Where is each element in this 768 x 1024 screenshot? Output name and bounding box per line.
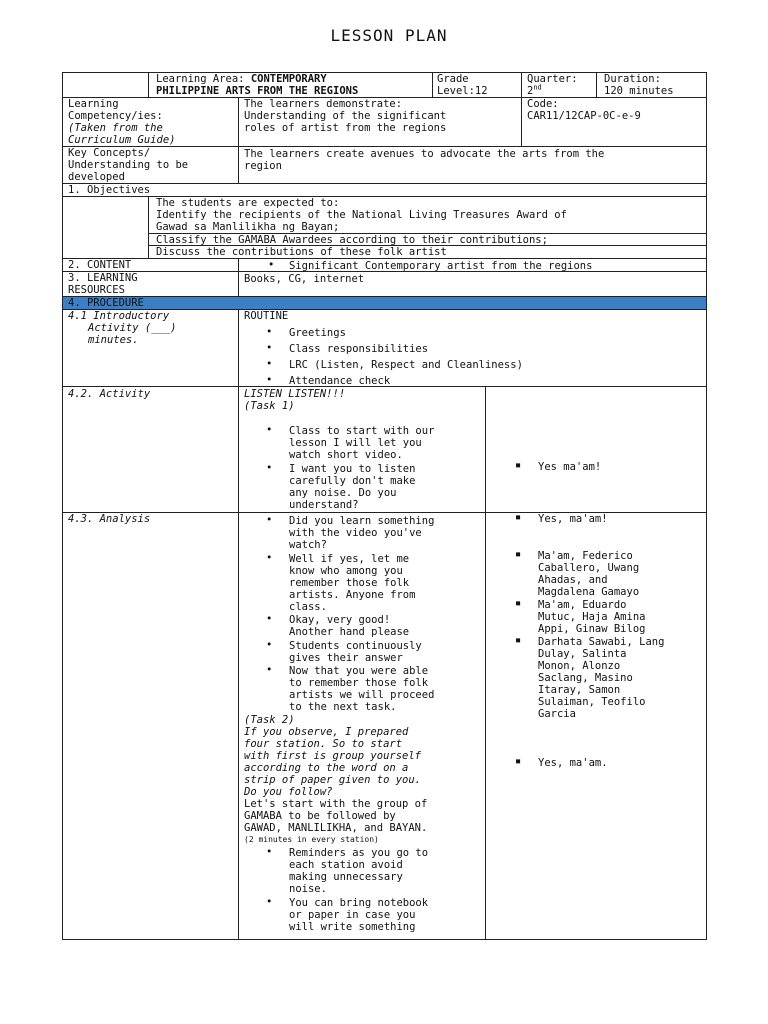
activity-item-line: understand? [289, 499, 359, 511]
response-marker: ▪ [515, 511, 522, 523]
activity-item-line: Class to start with our [289, 425, 435, 437]
analysis-bullet-dot: • [266, 664, 273, 676]
analysis-item-line: Another hand please [289, 626, 410, 638]
key-concepts-label-3: developed [68, 171, 125, 183]
analysis-item-line: class. [289, 600, 327, 613]
learning-area-label: Learning Area: CONTEMPORARY [156, 73, 327, 85]
task2-heading: (Task 2) [244, 714, 295, 726]
competency-text-2: Understanding of the significant [244, 110, 447, 122]
reminder-item-line: will write something [289, 921, 416, 933]
analysis-item-line: Now that you were able [289, 665, 429, 677]
key-concepts-text-1: The learners create avenues to advocate the arts from the [244, 148, 605, 160]
routine-bullet-dot: • [266, 374, 273, 386]
activity-item-line: watch short video. [289, 449, 403, 461]
competency-label-1: Learning [68, 98, 119, 110]
key-concepts-text-2: region [244, 160, 282, 172]
analysis-item-line: Okay, very good! [289, 614, 391, 626]
reminder-item-line: each station avoid [289, 859, 403, 871]
response-line: Monon, Alonzo [538, 660, 621, 672]
reminder-item-line: noise. [289, 883, 327, 895]
objectives-line-5: Discuss the contributions of these folk artist [156, 246, 447, 258]
objectives-line-2: Identify the recipients of the National Living Treasures Award of [156, 209, 567, 221]
activity-response: Yes ma'am! [538, 461, 602, 473]
activity-title: LISTEN LISTEN!!! [244, 388, 346, 400]
analysis-item-line: artists we will proceed [289, 689, 435, 701]
code-value: CAR11/12CAP-0C-e-9 [527, 110, 641, 122]
activity-item-line: lesson I will let you [289, 437, 422, 449]
analysis-item-line: remember those folk [289, 576, 410, 589]
response-line: Yes, ma'am! [538, 513, 608, 525]
grade-label: Grade [437, 73, 469, 85]
reminder-bullet-dot: • [266, 846, 273, 858]
minutes-note: (2 minutes in every station) [244, 835, 379, 844]
analysis-item-line: watch? [289, 539, 327, 551]
analysis-bullet-dot: • [266, 613, 273, 625]
analysis-item-line: to remember those folk [289, 677, 429, 689]
routine-bullet-dot: • [266, 326, 273, 338]
response-line: Dulay, Salinta [538, 648, 627, 660]
lets-start-line: Let's start with the group of [244, 798, 428, 810]
response-marker: ▪ [515, 755, 522, 767]
analysis-item-line: Did you learn something [289, 515, 435, 527]
activity-response-marker: ▪ [515, 459, 522, 471]
competency-label-4: Curriculum Guide) [68, 134, 176, 146]
response-line: Garcia [538, 708, 576, 720]
activity-item-line: any noise. Do you [289, 487, 397, 499]
reminder-item-line: You can bring notebook [289, 897, 429, 909]
response-line: Mutuc, Haja Amina [538, 611, 646, 623]
key-concepts-label-2: Understanding to be [68, 159, 189, 171]
routine-item: LRC (Listen, Respect and Cleanliness) [289, 359, 523, 371]
reminder-item-line: or paper in case you [289, 909, 416, 921]
lets-start-line: GAWAD, MANLILIKHA, and BAYAN. [244, 822, 428, 834]
response-line: Appi, Ginaw Bilog [538, 623, 646, 635]
objectives-line-3: Gawad sa Manlilikha ng Bayan; [156, 221, 340, 233]
lets-start-line: GAMABA to be followed by [244, 810, 396, 822]
intro-label-1: 4.1 Introductory [68, 310, 170, 322]
analysis-item-line: to the next task. [289, 701, 397, 713]
learning-area-value-2: PHILIPPINE ARTS FROM THE REGIONS [156, 85, 359, 97]
resources-heading-1: 3. LEARNING [68, 272, 138, 284]
response-line: Magdalena Gamayo [538, 586, 640, 598]
task2-line: Do you follow? [244, 786, 333, 798]
activity-item-line: I want you to listen [289, 463, 416, 475]
routine-bullet-dot: • [266, 342, 273, 354]
response-marker: ▪ [515, 597, 522, 609]
reminder-item-line: Reminders as you go to [289, 847, 429, 859]
grade-value: Level:12 [437, 85, 488, 97]
key-concepts-label-1: Key Concepts/ [68, 147, 151, 159]
analysis-item-line: know who among you [289, 564, 403, 577]
objectives-line-4: Classify the GAMABA Awardees according to their contributions; [156, 234, 548, 246]
task2-line: If you observe, I prepared [244, 726, 409, 738]
routine-item: Class responsibilities [289, 343, 429, 355]
analysis-item-line: with the video you've [289, 527, 422, 539]
response-line: Darhata Sawabi, Lang [538, 636, 665, 648]
activity-bullet-dot: • [266, 424, 273, 436]
resources-heading-2: RESOURCES [68, 284, 125, 296]
duration-value: 120 minutes [604, 85, 674, 97]
task2-line: with first is group yourself [244, 750, 422, 762]
analysis-bullet-dot: • [266, 638, 273, 651]
analysis-item-line: Students continuously [289, 639, 422, 652]
analysis-bullet-dot: • [266, 551, 273, 564]
response-line: Ma'am, Eduardo [538, 599, 627, 611]
response-line: Ma'am, Federico [538, 550, 633, 562]
analysis-item-line: gives their answer [289, 651, 403, 664]
content-heading: 2. CONTENT [68, 259, 132, 271]
response-marker: ▪ [515, 548, 522, 560]
competency-label-3: (Taken from the [68, 122, 163, 134]
analysis-item-line: Well if yes, let me [289, 552, 410, 565]
objectives-line-1: The students are expected to: [156, 197, 340, 209]
task2-line: according to the word on a [244, 762, 409, 774]
quarter-label: Quarter: [527, 73, 578, 85]
competency-text-3: roles of artist from the regions [244, 122, 447, 134]
analysis-bullet-dot: • [266, 514, 273, 526]
procedure-heading: 4. PROCEDURE [68, 297, 144, 309]
code-label: Code: [527, 98, 559, 110]
response-line: Ahadas, and [538, 574, 608, 586]
competency-label-2: Competency/ies: [68, 110, 163, 122]
duration-label: Duration: [604, 73, 661, 85]
resources-value: Books, CG, internet [244, 273, 365, 285]
analysis-item-line: artists. Anyone from [289, 588, 416, 601]
routine-bullet-dot: • [266, 358, 273, 370]
analysis-label: 4.3. Analysis [68, 513, 151, 525]
routine-item: Attendance check [289, 375, 391, 387]
competency-text-1: The learners demonstrate: [244, 98, 403, 110]
reminder-bullet-dot: • [266, 896, 273, 908]
response-line: Sulaiman, Teofilo [538, 696, 646, 708]
response-line: Saclang, Masino [538, 672, 633, 684]
response-marker: ▪ [515, 634, 522, 646]
activity-label: 4.2. Activity [68, 388, 151, 400]
task2-line: strip of paper given to you. [244, 774, 422, 786]
reminder-item-line: making unnecessary [289, 871, 403, 883]
objectives-heading: 1. Objectives [68, 184, 151, 196]
activity-item-line: carefully don't make [289, 475, 416, 487]
learning-area-value: CONTEMPORARY [250, 73, 327, 85]
routine-item: Greetings [289, 327, 346, 339]
response-line: Yes, ma'am. [538, 757, 608, 769]
task2-line: four station. So to start [244, 738, 403, 750]
content-bullet: Significant Contemporary artist from the regions [289, 260, 593, 272]
content-bullet-dot: • [268, 259, 275, 271]
procedure-bar [63, 297, 706, 309]
response-line: Caballero, Uwang [538, 562, 640, 574]
quarter-value: 2nd [527, 83, 542, 97]
response-line: Itaray, Samon [538, 684, 621, 696]
activity-task: (Task 1) [244, 400, 295, 412]
page-title: LESSON PLAN [330, 26, 448, 45]
routine-heading: ROUTINE [244, 310, 289, 322]
activity-bullet-dot: • [266, 462, 273, 474]
intro-label-3: minutes. [88, 334, 139, 346]
intro-label-2: Activity (___) [88, 322, 177, 334]
